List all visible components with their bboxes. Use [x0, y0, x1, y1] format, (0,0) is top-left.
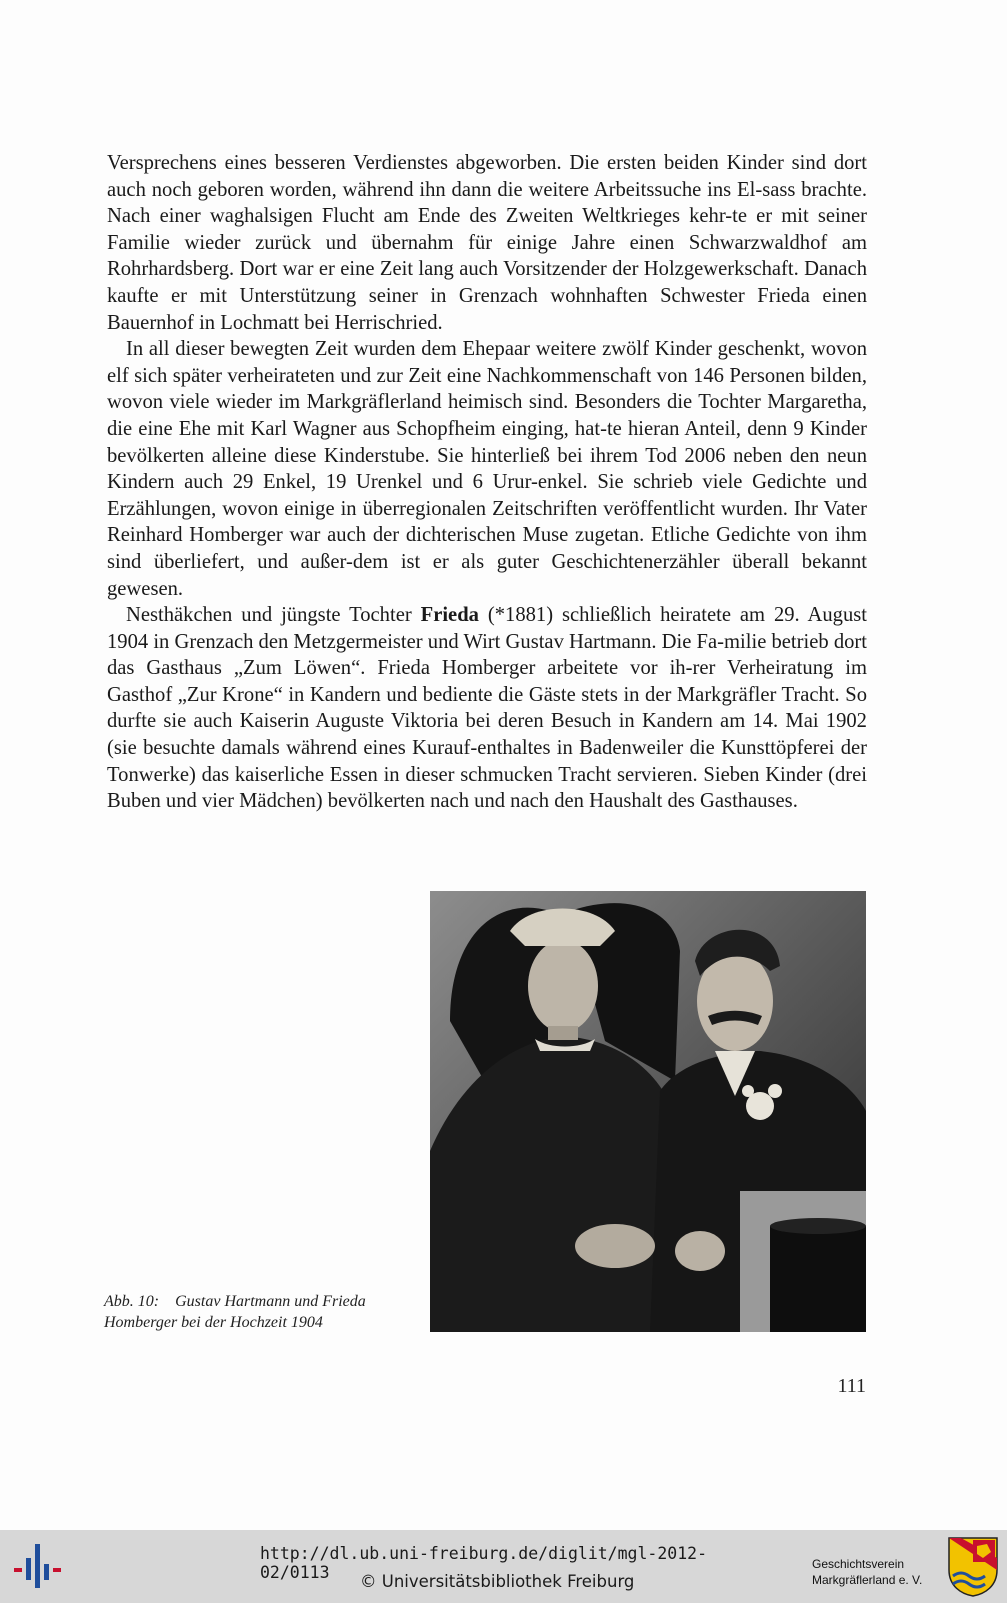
wedding-photo — [430, 891, 866, 1332]
paragraph-3: Nesthäkchen und jüngste Tochter Frieda (*1881) schließlich heiratete am 29. August 1904 in Grenzach den Metzgermeister und Wirt Gustav Hartmann. Die Fa-milie betrieb dort das Gasthaus „Zum Löwen“. Frieda Homberger arbeitete vor ih-rer Verheiratung im Gasthof „Zur Krone“ in Kandern und bediente die Gäste stets in der Markgräfler Tracht. So durfte sie auch Kaiserin Auguste Viktoria bei deren Besuch in Kandern am 14. Mai 1902 (sie besuchte damals während eines Kurauf-enthaltes in Badenweiler die Kunsttöpferei der Tonwerke) das kaiserliche Essen in dieser schmucken Tracht servieren. Sieben Kinder (drei Buben und vier Mädchen) bevölkerten nach und nach den Haushalt des Gasthauses. — [107, 604, 867, 813]
library-logo-icon — [12, 1542, 64, 1590]
name-frieda: Frieda — [420, 604, 479, 627]
body-text — [107, 150, 867, 815]
figure-caption — [104, 1291, 424, 1333]
wedding-photo-illustration — [430, 891, 866, 1332]
paragraph-2: In all dieser bewegten Zeit wurden dem Ehepaar weitere zwölf Kinder geschenkt, wovon elf sich später verheirateten und zur Zeit eine Nachkommenschaft von 146 Personen bilden, wovon viele wieder im Markgräflerland heimisch sind. Besonders die Tochter Margaretha, die eine Ehe mit Karl Wagner aus Schopfheim einging, hat-te hieran Anteil, denn 9 Kinder bevölkerten alleine diese Kinderstube. Sie hinterließ bei ihrem Tod 2006 neben den neun Kindern auch 29 Enkel, 19 Urenkel und 6 Urur-enkel. Sie schrieb viele Gedichte und Erzählungen, wovon einige in überregionalen Zeitschriften veröffentlicht wurden. Ihr Vater Reinhard Homberger war auch der dichterischen Muse zugetan. Etliche Gedichte von ihm sind überliefert, und außer-dem ist er als guter Geschichtenerzähler überall bekannt gewesen. — [107, 338, 868, 600]
document-url-link[interactable]: http://dl.ub.uni-freiburg.de/diglit/mgl-2012-02/0113 — [260, 1544, 708, 1582]
coat-of-arms-icon — [947, 1536, 999, 1598]
paragraph-1: Versprechens eines besseren Verdienstes abgeworben. Die ersten beiden Kinder sind dort auch noch geboren worden, während ihn dann die weitere Arbeitssuche ins El-sass brachte. Nach einer waghalsigen Flucht am Ende des Zweiten Weltkrieges kehr-te er mit seiner Familie wieder zurück und übernahm für einige Jahre einen Schwarzwaldhof am Rohrhardsberg. Dort war er eine Zeit lang auch Vorsitzender der Holzgewerkschaft. Danach kaufte er mit Unterstützung seiner in Grenzach wohnhaften Schwester Frieda einen Bauernhof in Lochmatt bei Herrischried. — [107, 152, 868, 334]
page-number: 111 — [837, 1375, 866, 1397]
caption-line-1: Abb. 10: Gustav Hartmann und Frieda — [104, 1293, 366, 1310]
copyright-text: © Universitätsbibliothek Freiburg — [360, 1572, 635, 1591]
footer-bar — [0, 1530, 1007, 1603]
caption-line-2: Homberger bei der Hochzeit 1904 — [104, 1314, 323, 1331]
society-name: Geschichtsverein Markgräflerland e. V. — [812, 1557, 923, 1587]
